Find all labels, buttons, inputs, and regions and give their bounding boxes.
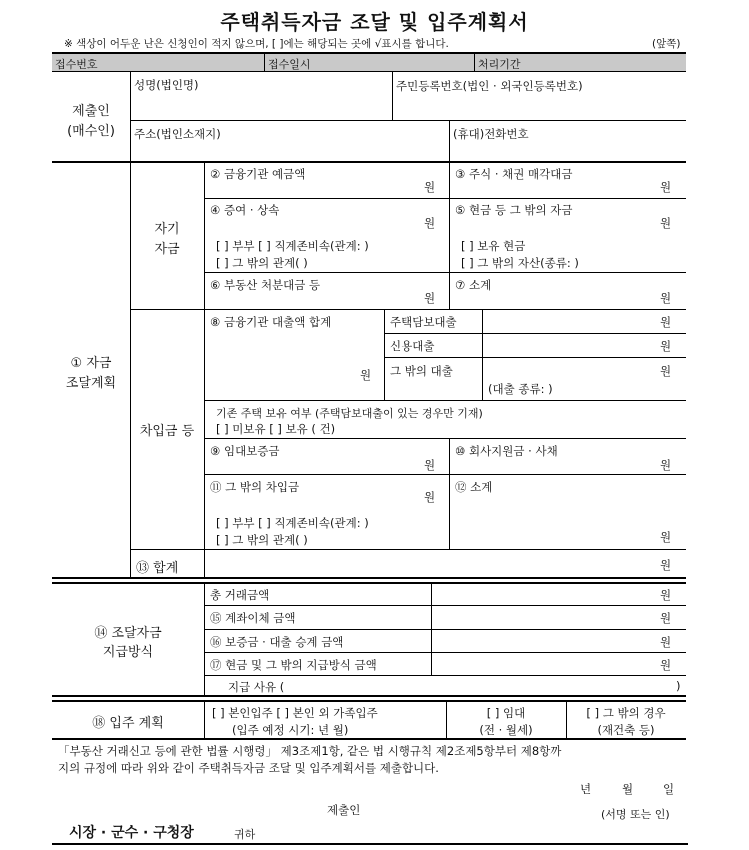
borrow-other-relation-checkbox[interactable]: [ ] 그 밖의 관계( )	[216, 533, 308, 547]
lease-checkbox[interactable]: [ ] 임대	[486, 706, 526, 720]
gift-relation-checkbox[interactable]: [ ] 부부 [ ] 직계존비속(관계: )	[216, 239, 369, 253]
total-trade-won: 원	[660, 588, 672, 602]
submitter-label: 제출인	[72, 104, 110, 119]
deposit-won: 원	[424, 180, 436, 194]
page-title: 주택취득자금 조달 및 입주계획서	[220, 10, 529, 34]
payment-method-sublabel: 지급방식	[102, 645, 154, 660]
grand-total-label: ⑬ 합계	[136, 561, 179, 576]
legal-text-line1: 「부동산 거래신고 등에 관한 법률 시행령」 제3조제1항, 같은 법 시행규칙 제2조제5항부터 제8항까	[58, 744, 562, 758]
receipt-number-label: 접수번호	[55, 58, 98, 71]
signer-label: 제출인	[327, 803, 361, 817]
existing-house-label: 기존 주택 보유 여부 (주택담보대출이 있는 경우만 기재)	[216, 407, 483, 420]
other-loan-label: 그 밖의 대출	[390, 364, 453, 378]
other-borrow-won: 원	[424, 490, 436, 504]
processing-period-label: 처리기간	[478, 58, 521, 71]
cash-hold-checkbox[interactable]: [ ] 보유 현금	[461, 239, 526, 253]
mortgage-won: 원	[660, 315, 672, 329]
payment-reason-field[interactable]: 지급 사유 (	[228, 680, 285, 694]
subtotal2-field[interactable]: ⑫ 소계	[455, 480, 493, 494]
move-in-date-field[interactable]: (입주 예정 시기: 년 월)	[232, 723, 349, 737]
cash-other-label: ⑰ 현금 및 그 밖의 지급방식 금액	[210, 658, 377, 672]
self-move-in-checkbox[interactable]: [ ] 본인입주 [ ] 본인 외 가족입주	[212, 706, 378, 720]
borrowings-label: 차입금 등	[139, 424, 195, 439]
stock-won: 원	[660, 180, 672, 194]
subtotal2-won: 원	[660, 530, 672, 544]
lease-type-label: (전 · 월세)	[479, 723, 533, 737]
name-field[interactable]: 성명(법인명)	[134, 78, 199, 92]
company-support-won: 원	[660, 458, 672, 472]
loan-total-field[interactable]: ⑧ 금융기관 대출액 합계	[210, 315, 332, 329]
funding-plan-label: ① 자금	[70, 356, 112, 371]
lease-deposit-field[interactable]: ⑨ 임대보증금	[210, 444, 280, 458]
other-loan-won: 원	[660, 364, 672, 378]
addressee-label: 시장 · 군수 · 구청장	[69, 825, 194, 841]
own-funds-sublabel: 자금	[154, 242, 180, 257]
subtotal1-won: 원	[660, 291, 672, 305]
cash-other-asset-checkbox[interactable]: [ ] 그 밖의 자산(종류: )	[461, 256, 579, 270]
loan-type-field[interactable]: (대출 종류: )	[488, 382, 553, 396]
lease-deposit-won: 원	[424, 458, 436, 472]
assume-label: ⑯ 보증금 · 대출 승계 금액	[210, 635, 344, 649]
own-funds-label: 자기	[154, 222, 180, 237]
legal-text-line2: 지의 규정에 따라 위와 같이 주택취득자금 조달 및 입주계획서를 제출합니다.	[58, 761, 439, 775]
date-month: 월	[622, 782, 634, 796]
assume-won: 원	[660, 635, 672, 649]
payment-method-label: ⑭ 조달자금	[94, 626, 162, 641]
payment-reason-close: )	[676, 679, 681, 693]
gift-field[interactable]: ④ 증여 · 상속	[210, 203, 280, 217]
submitter-sublabel: (매수인)	[67, 124, 115, 139]
receipt-date-label: 접수일시	[268, 58, 311, 71]
date-year: 년	[580, 782, 592, 796]
borrow-relation-checkbox[interactable]: [ ] 부부 [ ] 직계존비속(관계: )	[216, 516, 369, 530]
addressee-honorific: 귀하	[234, 828, 256, 841]
cash-won: 원	[660, 216, 672, 230]
gift-won: 원	[424, 216, 436, 230]
house-ownership-checkbox[interactable]: [ ] 미보유 [ ] 보유 ( 건)	[216, 422, 336, 436]
date-day: 일	[663, 782, 675, 796]
mortgage-label: 주택담보대출	[390, 315, 457, 329]
gift-other-relation-checkbox[interactable]: [ ] 그 밖의 관계( )	[216, 256, 308, 270]
stock-field[interactable]: ③ 주식 · 채권 매각대금	[455, 167, 573, 181]
cash-field[interactable]: ⑤ 현금 등 그 밖의 자금	[455, 203, 573, 217]
loan-total-won: 원	[360, 368, 372, 382]
other-borrow-field[interactable]: ⑪ 그 밖의 차입금	[210, 480, 300, 494]
realestate-field[interactable]: ⑥ 부동산 처분대금 등	[210, 278, 321, 292]
form-notice: ※ 색상이 어두운 난은 신청인이 적지 않으며, [ ]에는 해당되는 곳에 √표시를 합니다.	[64, 38, 449, 50]
grand-total-won: 원	[660, 558, 672, 572]
funding-plan-sublabel: 조달계획	[65, 376, 117, 391]
signature-field[interactable]: (서명 또는 인)	[601, 808, 670, 821]
company-support-field[interactable]: ⑩ 회사지원금 · 사채	[455, 444, 558, 458]
address-field[interactable]: 주소(법인소재지)	[134, 127, 221, 141]
other-case-label: (재건축 등)	[597, 723, 655, 737]
cash-other-won: 원	[660, 658, 672, 672]
other-case-checkbox[interactable]: [ ] 그 밖의 경우	[586, 706, 666, 720]
admin-header-bar	[52, 53, 686, 71]
page-side-label: (앞쪽)	[652, 38, 681, 50]
transfer-won: 원	[660, 611, 672, 625]
phone-field[interactable]: (휴대)전화번호	[453, 127, 529, 141]
transfer-label: ⑮ 계좌이체 금액	[210, 611, 296, 625]
deposit-field[interactable]: ② 금융기관 예금액	[210, 167, 306, 181]
subtotal1-field[interactable]: ⑦ 소계	[455, 278, 492, 292]
move-in-plan-label: ⑱ 입주 계획	[92, 716, 164, 731]
credit-won: 원	[660, 339, 672, 353]
credit-label: 신용대출	[390, 339, 435, 353]
registration-number-field[interactable]: 주민등록번호(법인 · 외국인등록번호)	[396, 79, 583, 93]
total-trade-label: 총 거래금액	[210, 588, 270, 602]
realestate-won: 원	[424, 291, 436, 305]
